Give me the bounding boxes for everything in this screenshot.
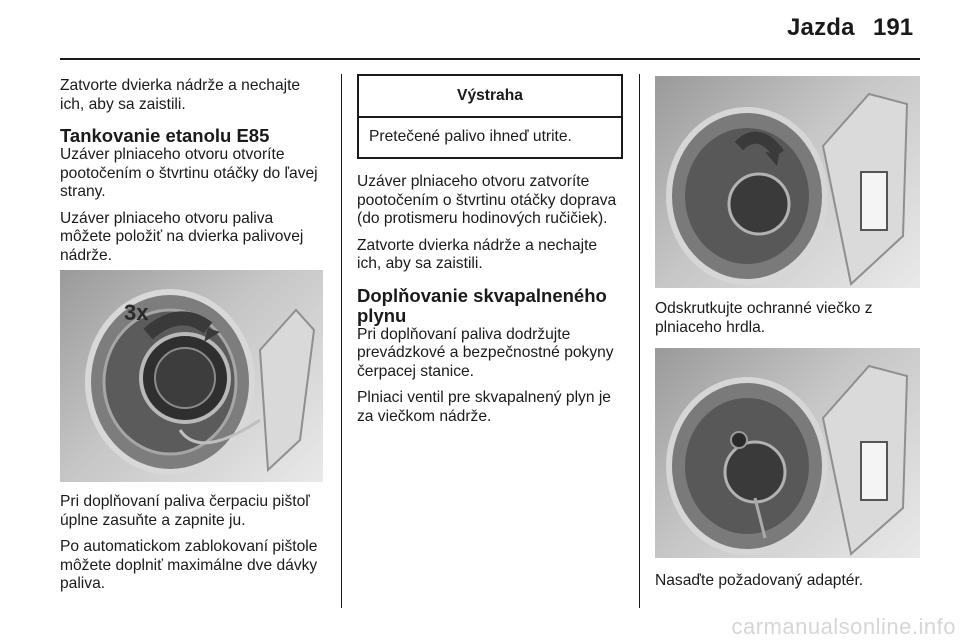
- lpg-cap-photo: [655, 76, 920, 288]
- paragraph: Po automatickom zablokovaní pištole môžete doplniť maximálne dve dávky paliva.: [60, 538, 318, 592]
- section-heading-lpg: Doplňovanie skvapalneného plynu: [357, 284, 607, 326]
- paragraph: Zatvorte dvierka nádrže a nechajte ich, aby sa zaistili.: [357, 236, 598, 272]
- fuel-cap-illustration: [60, 270, 323, 482]
- column-3-bottom: [655, 572, 923, 599]
- page-section-title: Jazda: [787, 14, 855, 41]
- paragraph: Uzáver plniaceho otvoru zatvoríte pootočením o štvrtinu otáčky doprava (do protismeru hodinových ručičiek).: [357, 173, 617, 227]
- paragraph: Plniaci ventil pre skvapalnený plyn je za viečkom nádrže.: [357, 389, 611, 425]
- warning-text: Pretečené palivo ihneď utrite.: [369, 128, 572, 145]
- column-divider-2: [639, 74, 640, 608]
- paragraph: Zatvorte dvierka nádrže a nechajte ich, aby sa zaistili.: [60, 77, 301, 113]
- paragraph: Uzáver plniaceho otvoru paliva môžete položiť na dvierka palivovej nádrže.: [60, 209, 304, 264]
- page-number: 191: [873, 14, 914, 41]
- section-heading-e85: Tankovanie etanolu E85: [60, 125, 270, 146]
- paragraph: Uzáver plniaceho otvoru otvoríte pootočením o štvrtinu otáčky do ľavej strany.: [60, 146, 318, 200]
- lpg-adapter-illustration: [655, 348, 920, 558]
- e85-cap-photo: [60, 270, 323, 482]
- column-2: [357, 74, 625, 434]
- paragraph: Nasaďte požadovaný adaptér.: [655, 572, 864, 589]
- lpg-adapter-photo: [655, 348, 920, 558]
- column-divider-1: [341, 74, 342, 608]
- watermark: carmanualsonline.info: [731, 614, 956, 639]
- paragraph: Pri doplňovaní paliva dodržujte prevádzkové a bezpečnostné pokyny čerpacej stanice.: [357, 325, 614, 380]
- column-1-bottom: [60, 493, 328, 602]
- lpg-cap-illustration: [655, 76, 920, 288]
- column-3-middle: [655, 300, 923, 345]
- warning-box: [357, 74, 623, 159]
- warning-title: Výstraha: [359, 76, 621, 118]
- paragraph: Pri doplňovaní paliva čerpaciu pištoľ úplne zasuňte a zapnite ju.: [60, 493, 310, 529]
- header-divider: [60, 58, 920, 60]
- paragraph: Odskrutkujte ochranné viečko z plniaceho hrdla.: [655, 300, 873, 336]
- column-1: [60, 77, 328, 273]
- photo-label-3x: 3x: [124, 300, 149, 325]
